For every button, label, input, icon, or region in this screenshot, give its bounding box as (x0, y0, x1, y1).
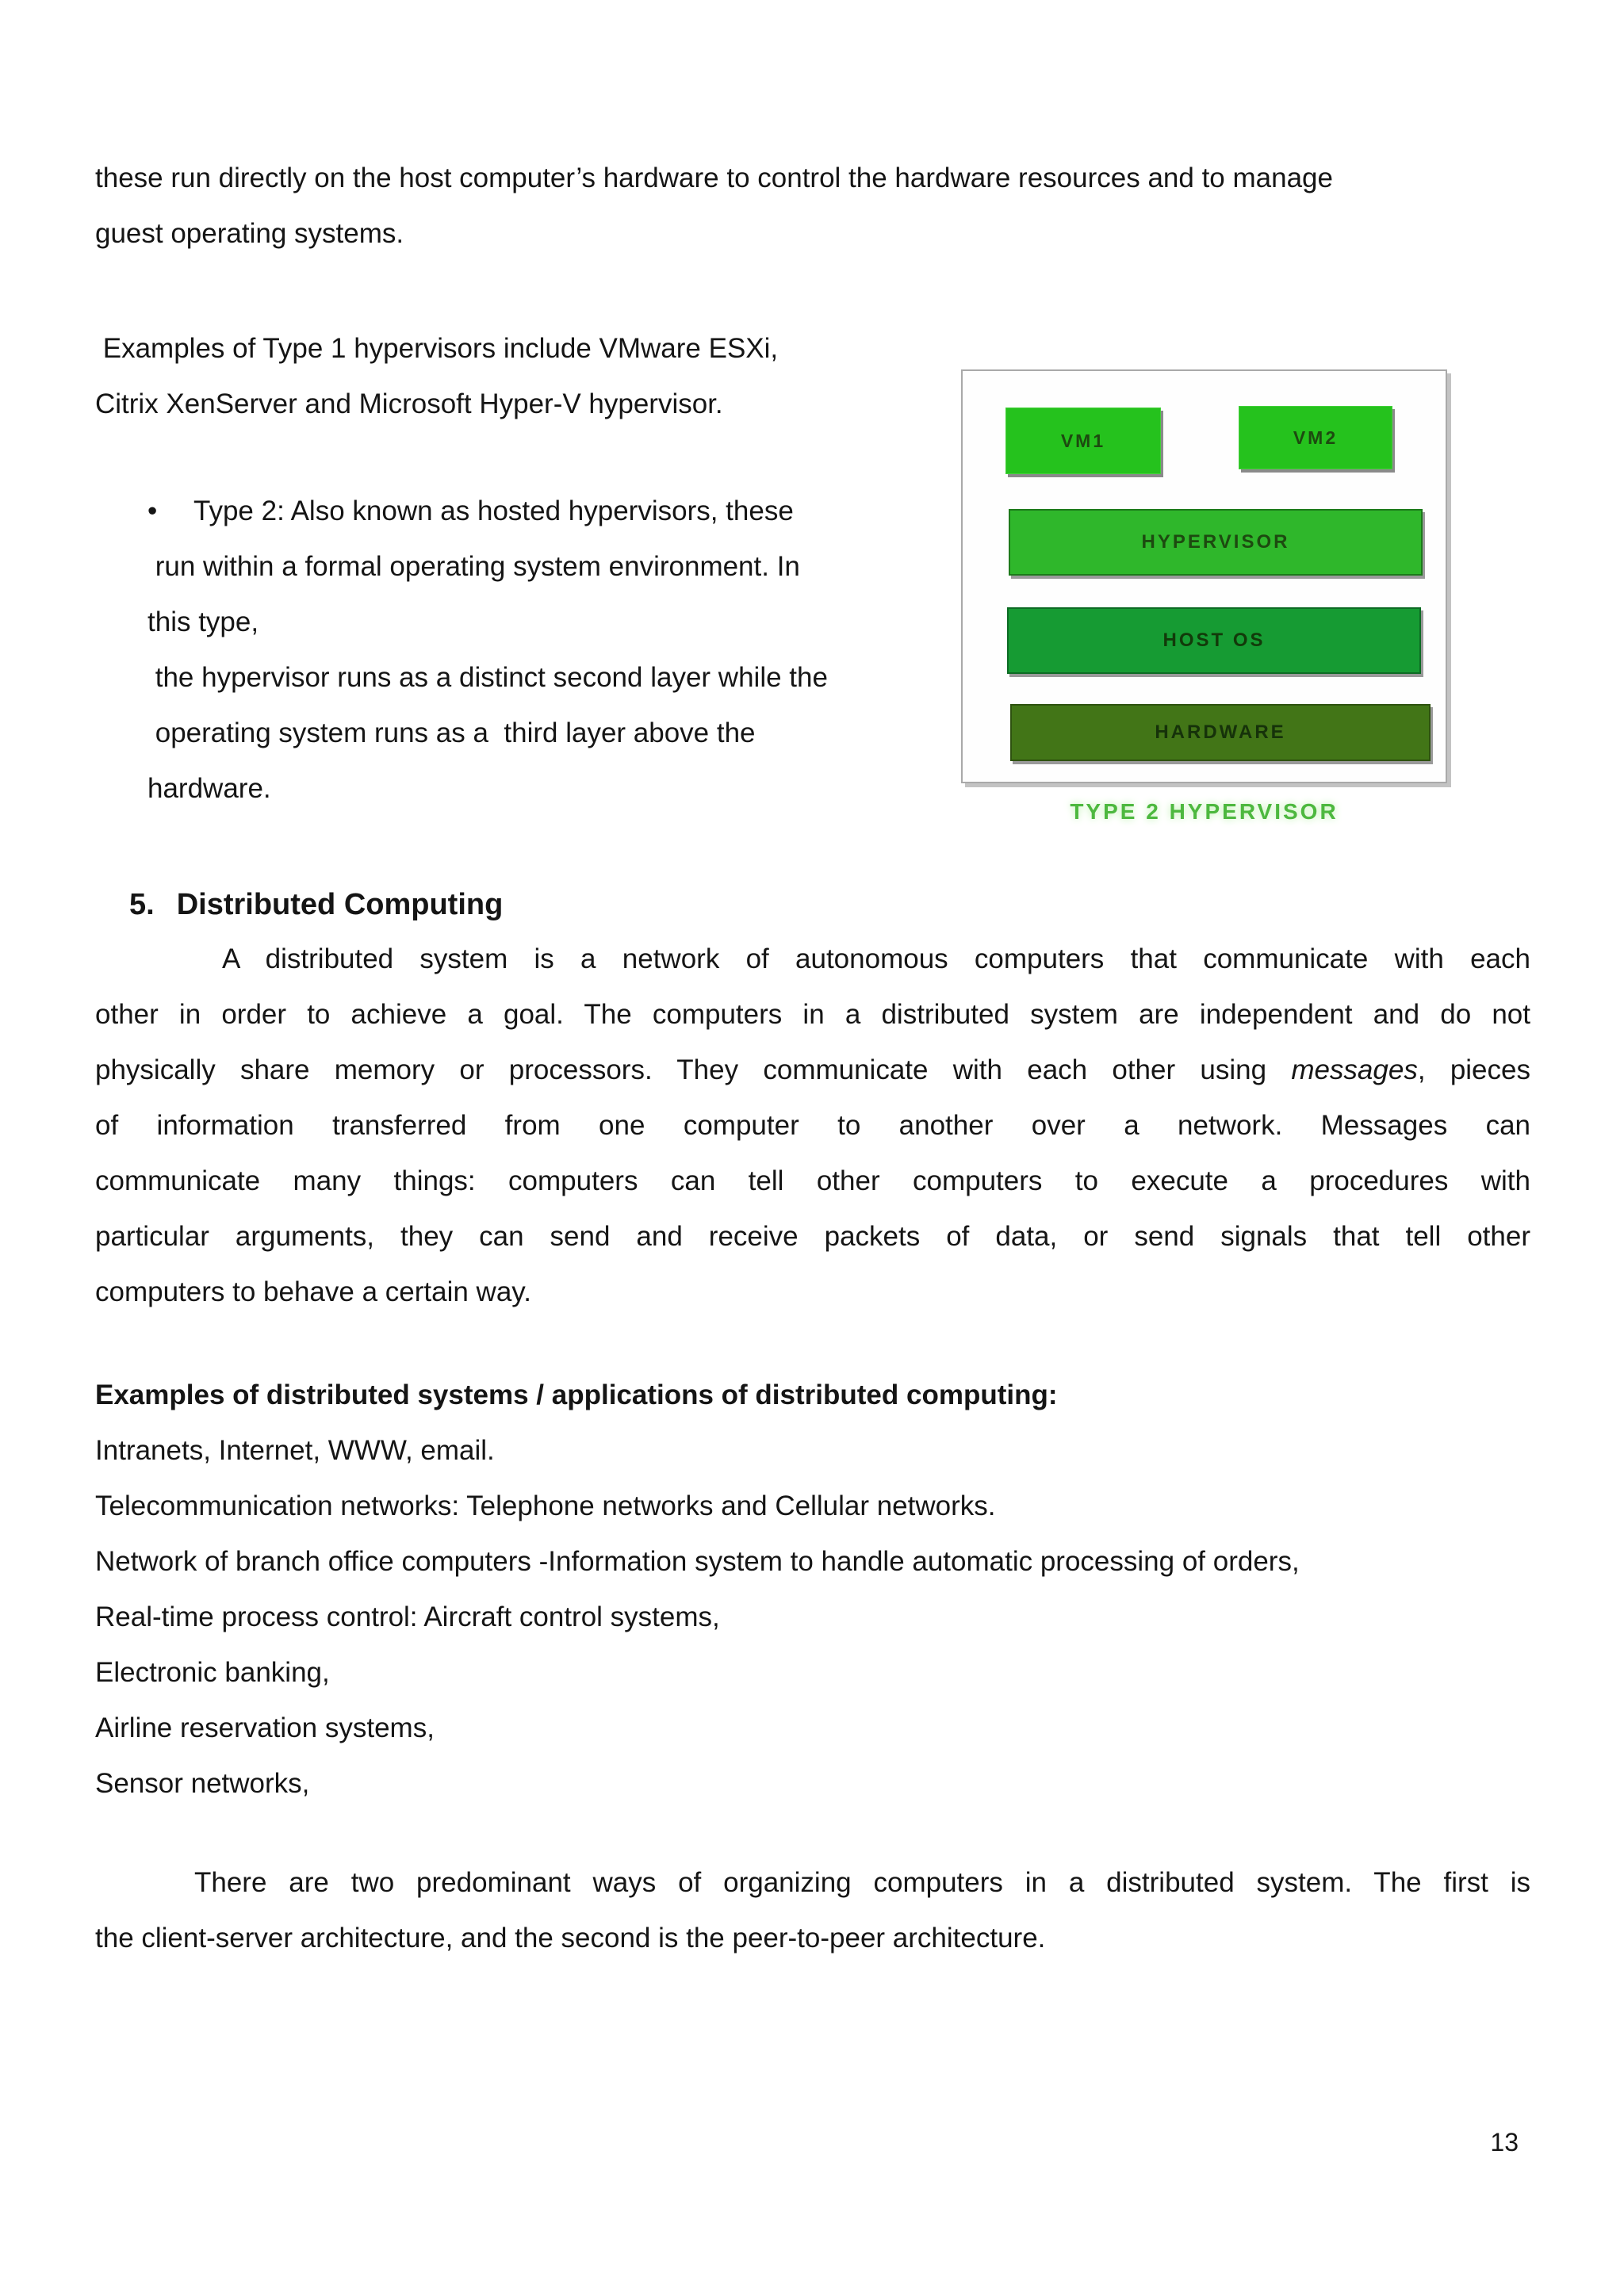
diagram-hardware-label: HARDWARE (1155, 721, 1286, 743)
intro-paragraph (95, 151, 1530, 262)
para5-line-6: particular arguments, they can send and receive packets of data, or send signals that tell other (95, 1221, 1530, 1252)
diagram-vm2-box (1239, 406, 1392, 469)
type2-line-6: hardware. (147, 773, 271, 804)
page-number: 13 (1490, 2128, 1519, 2156)
para5-messages-italic: messages (1291, 1054, 1418, 1085)
type2-line-3: this type, (147, 607, 259, 637)
examples-item: Electronic banking, (95, 1657, 330, 1688)
diagram-host-os-label: HOST OS (1162, 629, 1266, 651)
examples-item: Network of branch office computers -Information system to handle automatic processing of orders, (95, 1546, 1300, 1577)
diagram-hardware-box (1010, 704, 1431, 761)
closing-line-2: the client-server architecture, and the second is the peer-to-peer architecture. (95, 1923, 1046, 1954)
examples-item: Intranets, Internet, WWW, email. (95, 1435, 495, 1466)
diagram-vm2-label: VM2 (1293, 427, 1339, 448)
type2-line-1 (147, 484, 940, 539)
type2-bullet-paragraph (147, 484, 940, 817)
examples-list (95, 1423, 1530, 1812)
diagram-vm1-box (1005, 408, 1161, 474)
diagram-hypervisor-box (1009, 509, 1423, 576)
examples-item: Airline reservation systems, (95, 1712, 435, 1743)
closing-line-1: There are two predominant ways of organizing computers in a distributed system. The first is (194, 1867, 1530, 1898)
diagram-caption: TYPE 2 HYPERVISOR (1070, 799, 1339, 824)
type2-hypervisor-diagram (961, 369, 1447, 783)
examples-heading-block (95, 1368, 1530, 1423)
para5-line-5: communicate many things: computers can tell other computers to execute a procedures with (95, 1165, 1530, 1196)
bullet-icon: • (147, 496, 158, 526)
para5-line-3b: , pieces (1417, 1054, 1530, 1085)
type2-line-5: operating system runs as a third layer above the (147, 718, 756, 748)
para5-line-3 (95, 1043, 1530, 1098)
intro-line-1: these run directly on the host computer’s hardware to control the hardware resources and to manage (95, 163, 1333, 193)
diagram-hypervisor-label: HYPERVISOR (1141, 531, 1290, 553)
diagram-host-os-box (1007, 607, 1421, 674)
para5-line-7: computers to behave a certain way. (95, 1276, 531, 1307)
type1-line-2: Citrix XenServer and Microsoft Hyper-V hypervisor. (95, 388, 723, 419)
intro-line-2: guest operating systems. (95, 218, 404, 249)
para5-line-4: of information transferred from one computer to another over a network. Messages can (95, 1110, 1530, 1141)
examples-heading: Examples of distributed systems / applications of distributed computing: (95, 1380, 1058, 1410)
section5-number: 5. (129, 888, 155, 921)
section5-heading (95, 876, 1530, 933)
type2-line-2: run within a formal operating system environment. In (147, 551, 800, 582)
para5-line-3a: physically share memory or processors. They communicate with each other using (95, 1054, 1292, 1085)
examples-item: Sensor networks, (95, 1768, 310, 1799)
distributed-paragraph (95, 932, 1530, 1320)
closing-paragraph (95, 1855, 1530, 1966)
examples-item: Telecommunication networks: Telephone networks and Cellular networks. (95, 1490, 996, 1521)
type2-line-1-text: Type 2: Also known as hosted hypervisors, these (193, 496, 794, 526)
type1-line-1: Examples of Type 1 hypervisors include VMware ESXi, (95, 333, 779, 364)
diagram-vm1-label: VM1 (1060, 430, 1106, 451)
para5-line-1: A distributed system is a network of autonomous computers that communicate with each (222, 943, 1530, 974)
examples-item: Real-time process control: Aircraft control systems, (95, 1601, 720, 1632)
type2-line-4: the hypervisor runs as a distinct second layer while the (147, 662, 828, 693)
section5-title: Distributed Computing (176, 888, 504, 921)
para5-line-2: other in order to achieve a goal. The computers in a distributed system are independent and do not (95, 999, 1530, 1030)
